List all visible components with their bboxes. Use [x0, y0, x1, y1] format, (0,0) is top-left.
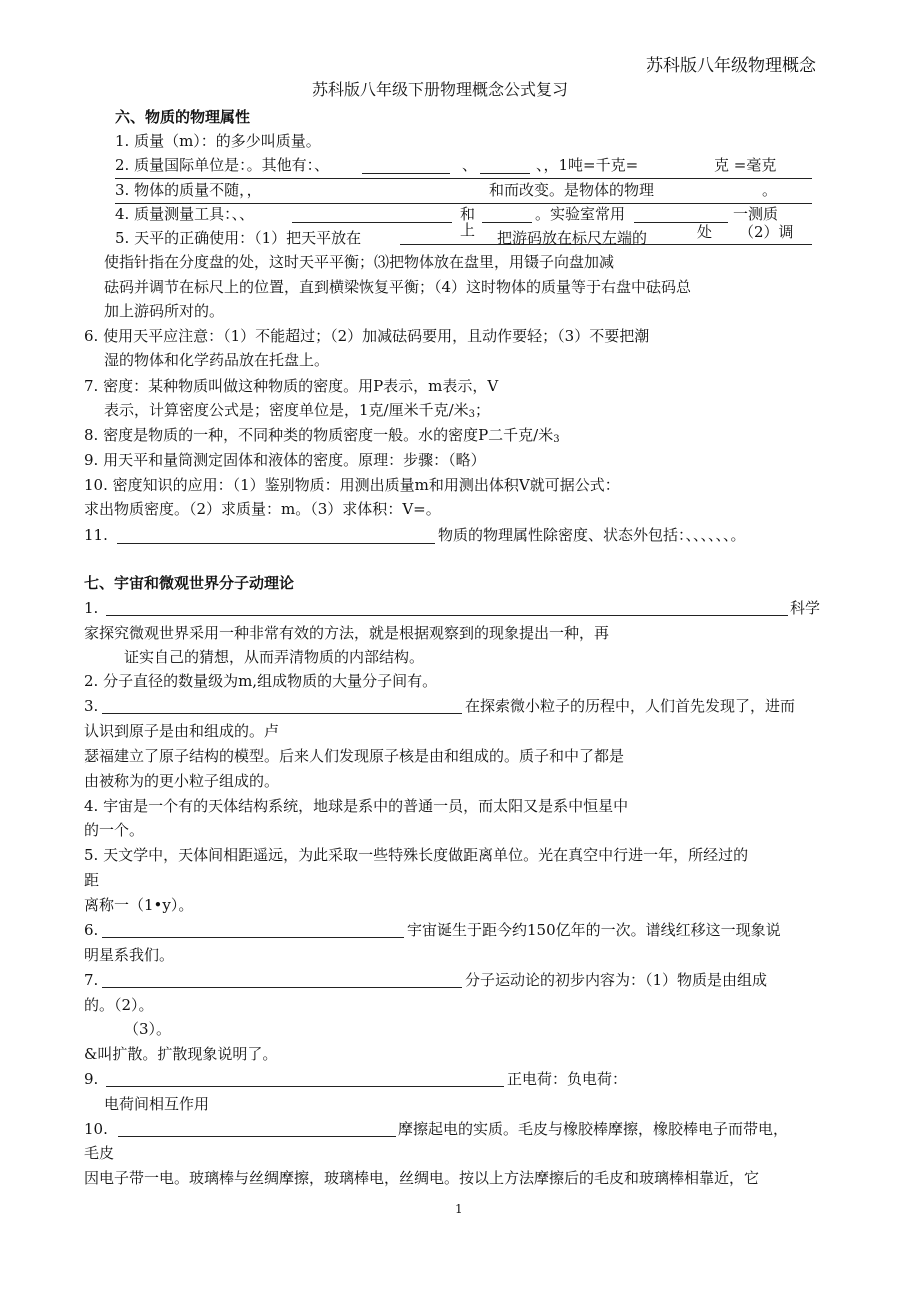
sec6-item-11-number: 11.: [84, 526, 108, 544]
blank-line: [480, 173, 530, 174]
sec6-item-3-part: 和而改变。是物体的物理: [489, 181, 655, 199]
sec6-item-6: 6. 使用天平应注意：（1）不能超过；（2）加减砝码要用，且动作要轻；（3）不要把潮: [84, 327, 650, 345]
blank-line: [362, 173, 450, 174]
blank-line: [292, 222, 452, 223]
sec6-item-5-part: （2）调: [739, 223, 794, 241]
sec6-item-10: 10. 密度知识的应用：（1）鉴别物质：用测出质量m和用测出体积V就可据公式：: [84, 476, 620, 494]
sec7-item-1-number: 1.: [84, 599, 99, 617]
sec7-item-8: &叫扩散。扩散现象说明了。: [84, 1045, 278, 1063]
sec7-item-7: 分子运动论的初步内容为：（1）物质是由组成: [465, 971, 768, 989]
sec7-item-3: 在探索微小粒子的历程中，人们首先发现了，进而: [465, 697, 796, 715]
sec6-item-5-line-2: 使指针指在分度盘的处，这时天平平衡；⑶把物体放在盘里，用镊子向盘加减: [104, 253, 615, 271]
sec7-item-1-line-2: 家探究微观世界采用一种非常有效的方法，就是根据观察到的现象提出一种，再: [84, 624, 610, 642]
sec7-item-2: 2. 分子直径的数量级为m,组成物质的大量分子间有。: [84, 672, 438, 690]
sec6-item-1: 1. 质量（m）：的多少叫质量。: [115, 132, 321, 150]
page-number: 1: [455, 1202, 463, 1216]
blank-line: [634, 222, 728, 223]
sec7-item-9-line-2: 电荷间相互作用: [104, 1095, 210, 1113]
sec6-item-5-line-3: 砝码并调节在标尺上的位置，直到横梁恢复平衡；（4）这时物体的质量等于右盘中砝码总: [104, 278, 692, 296]
sec6-item-6-line-2: 湿的物体和化学药品放在托盘上。: [104, 351, 330, 369]
sec6-item-11: 物质的物理属性除密度、状态外包括：、、、、、、。: [438, 526, 746, 544]
sec6-item-8: 8. 密度是物质的一种，不同种类的物质密度一般。水的密度P二千克/米3: [84, 426, 560, 445]
blank-line: [106, 615, 788, 616]
sec6-item-9: 9. 用天平和量筒测定固体和液体的密度。原理：步骤：（略）: [84, 451, 486, 469]
sec7-item-6-line-2: 明星系我们。: [84, 946, 175, 964]
sec7-item-9-number: 9.: [84, 1070, 99, 1088]
sec7-item-3-line-2: 认识到原子是由和组成的。卢: [84, 722, 280, 740]
sec7-item-5-line-2: 距: [84, 871, 100, 889]
sec6-item-7: 7. 密度：某种物质叫做这种物质的密度。用P表示，m表示，V: [84, 377, 499, 395]
sec6-item-2-part: 克 =毫克: [714, 156, 777, 174]
blank-line: [102, 987, 462, 988]
sec7-item-5: 5. 天文学中，天体间相距遥远，为此采取一些特殊长度做距离单位。光在真空中行进一年，所经过的: [84, 846, 749, 864]
sec7-item-1: 科学: [790, 599, 821, 617]
sec6-item-5-part: 把游码放在标尺左端的: [497, 229, 648, 247]
blank-line: [102, 713, 462, 714]
sec7-item-7-line-2: 的。（2）。: [84, 996, 154, 1014]
blank-line: [118, 1136, 396, 1137]
sec7-item-10-line-2: 毛皮: [84, 1144, 115, 1162]
sec6-item-7-line-2: 表示，计算密度公式是；密度单位是，1克/厘米千克/米3；: [104, 401, 491, 420]
sec6-item-4-part: 一测质: [733, 205, 779, 223]
sec7-item-4-line-2: 的一个。: [84, 821, 145, 839]
sec6-item-4-part: 。实验室常用: [535, 205, 626, 223]
sec7-item-3-number: 3.: [84, 697, 99, 715]
sec7-item-7-number: 7.: [84, 971, 99, 989]
sec7-item-10-line-3: 因电子带一电。玻璃棒与丝绸摩擦，玻璃棒电，丝绸电。按以上方法摩擦后的毛皮和玻璃棒相靠近，它: [84, 1169, 760, 1187]
sec7-item-6-number: 6.: [84, 921, 99, 939]
page-title: 苏科版八年级下册物理概念公式复习: [312, 80, 569, 99]
sec6-item-2: 2. 质量国际单位是：。其他有：、: [115, 156, 330, 174]
sec7-item-9: 正电荷：负电荷：: [507, 1070, 628, 1088]
sec7-item-7-line-3: （3）。: [124, 1020, 172, 1038]
sec7-item-10: 摩擦起电的实质。毛皮与橡胶棒摩擦，橡胶棒电子而带电，: [398, 1120, 789, 1138]
blank-line: [106, 1086, 504, 1087]
sec7-item-10-number: 10.: [84, 1120, 108, 1138]
sec6-item-5: 5. 天平的正确使用：（1）把天平放在: [115, 229, 362, 247]
sec7-item-1-line-3: 证实自己的猜想，从而弄清物质的内部结构。: [124, 648, 425, 666]
sec7-item-5-line-3: 离称一（1•y）。: [84, 896, 194, 914]
sec7-item-3-line-3: 瑟福建立了原子结构的模型。后来人们发现原子核是由和组成的。质子和中了都是: [84, 747, 625, 765]
sec6-item-3-part: 。: [762, 181, 778, 199]
sec6-item-5-part: 处: [697, 223, 713, 241]
rule-line: [115, 178, 812, 179]
sec7-item-3-line-4: 由被称为的更小粒子组成的。: [84, 772, 280, 790]
blank-line: [117, 543, 435, 544]
blank-line: [482, 222, 532, 223]
sec6-item-5-part: 上: [460, 221, 476, 239]
sec6-item-10-line-2: 求出物质密度。（2）求质量：m。（3）求体积：V=。: [84, 500, 441, 518]
sec6-item-5-line-4: 加上游码所对的。: [104, 302, 225, 320]
section-6-heading: 六、物质的物理属性: [115, 108, 251, 126]
sec7-item-6: 宇宙诞生于距今约150亿年的一次。谱线红移这一现象说: [407, 921, 781, 939]
blank-line: [102, 937, 404, 938]
sec6-item-3: 3. 物体的质量不随，，: [115, 181, 262, 199]
rule-line: [400, 244, 812, 245]
sec6-item-2-part: 、，1吨=千克=: [536, 156, 639, 174]
running-header: 苏科版八年级物理概念: [646, 56, 816, 76]
sec7-item-4: 4. 宇宙是一个有的天体结构系统，地球是系中的普通一员，而太阳又是系中恒星中: [84, 797, 629, 815]
sec6-item-2-part: 、: [462, 156, 478, 174]
section-7-heading: 七、宇宙和微观世界分子动理论: [84, 574, 295, 592]
sec6-item-4: 4. 质量测量工具：、、: [115, 205, 255, 223]
sec6-item-4-part: 和: [460, 205, 476, 223]
